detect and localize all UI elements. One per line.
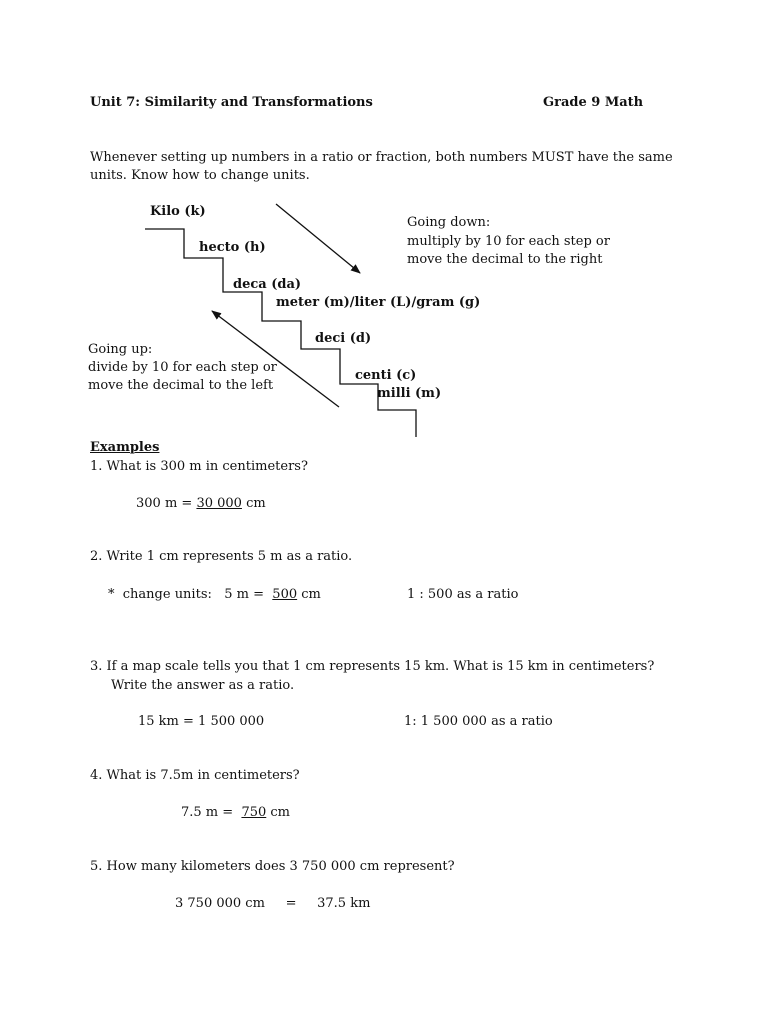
question-2: 2. Write 1 cm represents 5 m as a ratio. [90, 549, 353, 564]
question-3-line-1: 3. If a map scale tells you that 1 cm represents 15 km. What is 15 km in centimeters? [90, 659, 655, 674]
going-down-arrow [276, 204, 360, 273]
step-label-milli: milli (m) [377, 386, 442, 401]
question-1: 1. What is 300 m in centimeters? [90, 459, 308, 474]
answer-5-conversion: 3 750 000 cm = 37.5 km [175, 896, 371, 911]
going-up-line-1: divide by 10 for each step or [88, 360, 277, 375]
answer-4-value: 750 [241, 805, 267, 820]
going-up-title: Going up: [88, 342, 153, 357]
answer-4-lhs: 7.5 m = [181, 805, 242, 820]
question-3-line-2: Write the answer as a ratio. [111, 678, 295, 693]
question-4: 4. What is 7.5m in centimeters? [90, 768, 300, 783]
question-5: 5. How many kilometers does 3 750 000 cm represent? [90, 859, 455, 874]
answer-3-ratio: 1: 1 500 000 as a ratio [404, 714, 553, 729]
step-label-kilo: Kilo (k) [150, 204, 206, 219]
examples-heading: Examples [90, 440, 160, 455]
step-label-centi: centi (c) [355, 368, 417, 383]
step-label-base: meter (m)/liter (L)/gram (g) [276, 295, 481, 310]
unit-title: Unit 7: Similarity and Transformations [90, 95, 373, 110]
answer-4 [181, 806, 290, 819]
going-down-title: Going down: [407, 215, 491, 230]
going-up-line-2: move the decimal to the left [88, 378, 274, 393]
answer-2-value: 500 [272, 587, 298, 602]
answer-2 [108, 588, 321, 601]
intro-line-2: units. Know how to change units. [90, 168, 310, 183]
answer-1-lhs: 300 m = [136, 496, 197, 511]
step-label-deca: deca (da) [233, 277, 302, 292]
answer-2-prefix: * change units: 5 m = [108, 587, 273, 602]
grade-label: Grade 9 Math [543, 95, 644, 110]
going-down-line-2: move the decimal to the right [407, 252, 603, 267]
intro-line-1: Whenever setting up numbers in a ratio or fraction, both numbers MUST have the same [90, 150, 673, 165]
answer-4-unit: cm [266, 805, 291, 820]
answer-2-ratio: 1 : 500 as a ratio [407, 587, 519, 602]
going-down-line-1: multiply by 10 for each step or [407, 234, 610, 249]
answer-2-unit: cm [297, 587, 321, 602]
step-label-hecto: hecto (h) [199, 240, 266, 255]
answer-1-value: 30 000 [196, 496, 242, 511]
staircase-steps [145, 229, 416, 437]
step-label-deci: deci (d) [315, 331, 372, 346]
answer-3-conversion: 15 km = 1 500 000 [138, 714, 265, 729]
answer-1-unit: cm [241, 496, 266, 511]
answer-1 [136, 497, 266, 510]
